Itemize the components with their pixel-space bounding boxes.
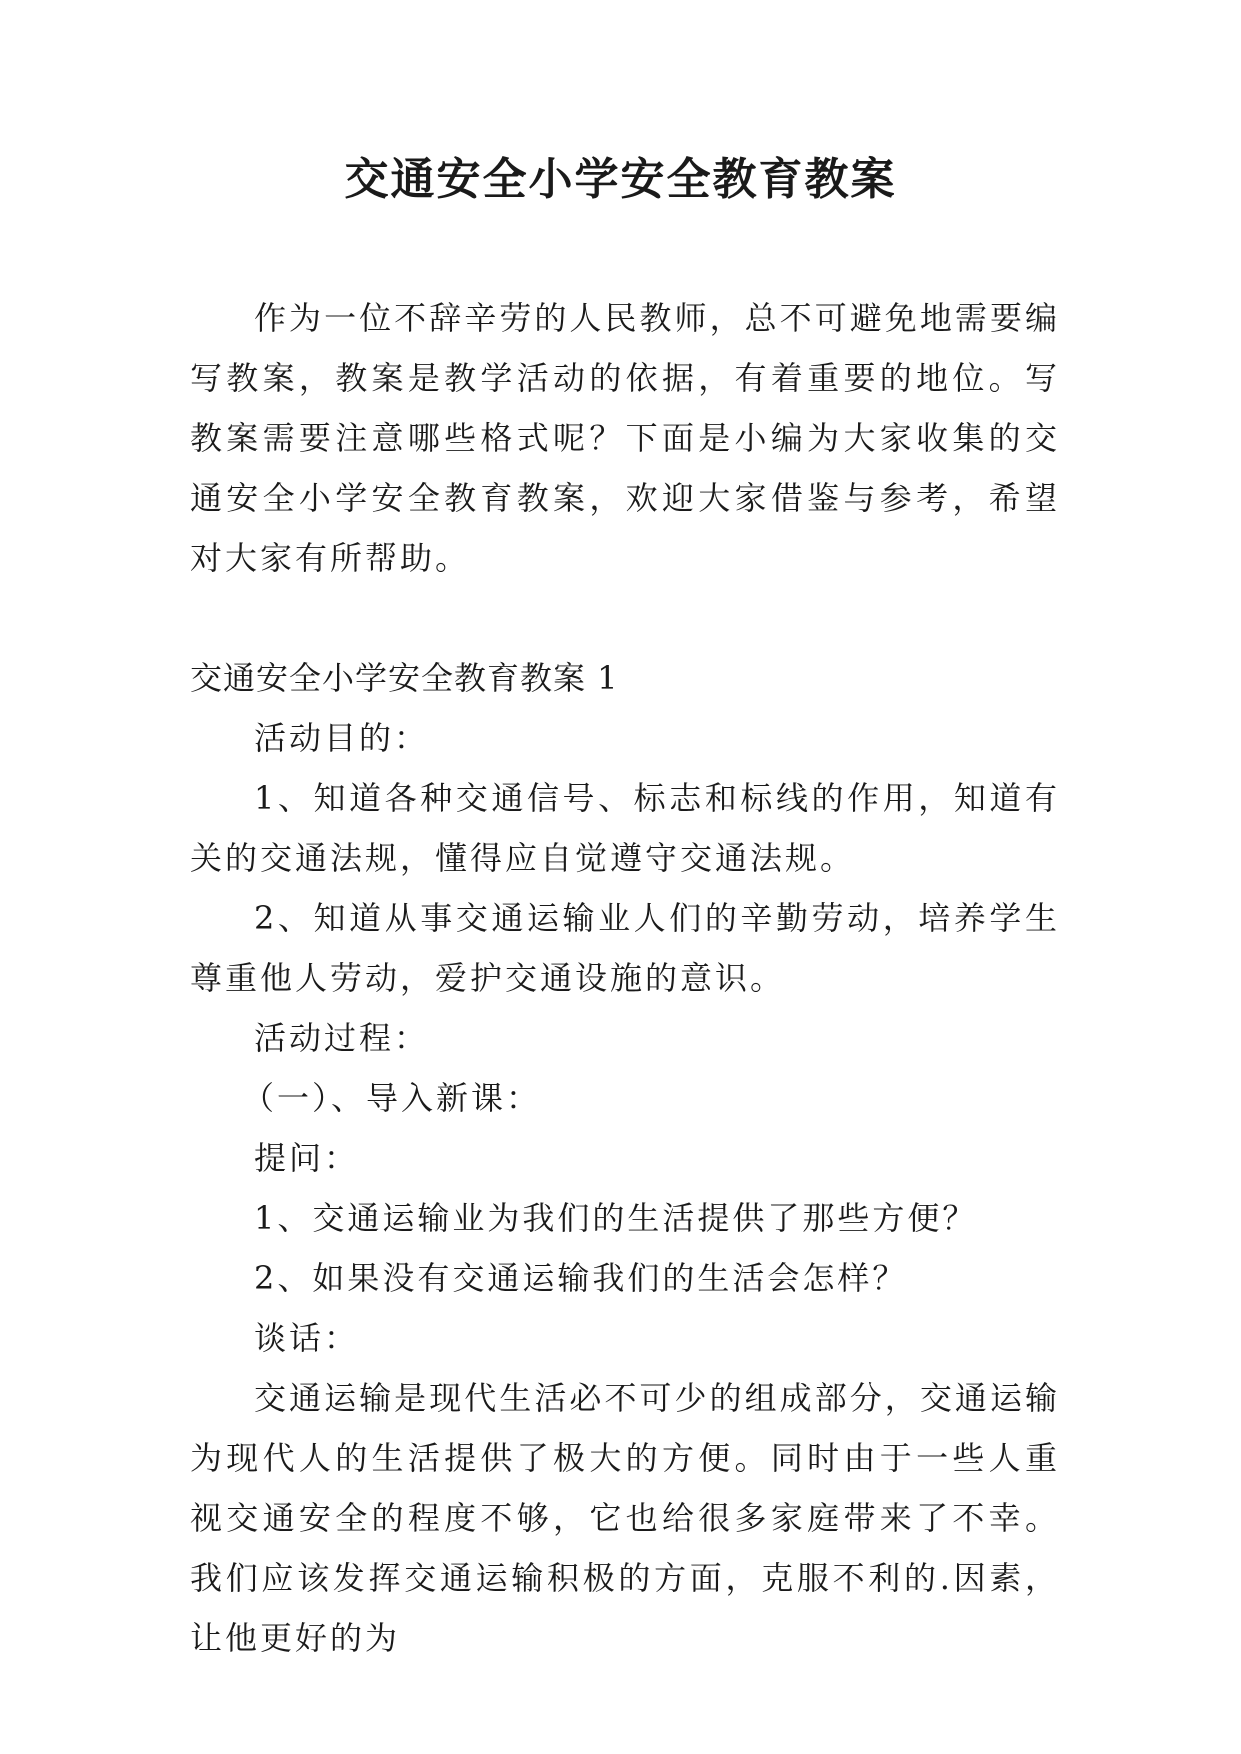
paragraph-activity-process: 活动过程： xyxy=(254,1019,430,1057)
paragraph-talk-label: 谈话： xyxy=(254,1319,360,1357)
paragraph-question-label: 提问： xyxy=(254,1139,360,1177)
paragraph-talk-body: 交通运输是现代生活必不可少的组成部分，交通运输为现代人的生活提供了极大的方便。同时由于一些人重视交通安全的程度不够，它也给很多家庭带来了不幸。我们应该发挥交通运输积极的方面，克服不利的.因素，让他更好的为 xyxy=(190,1379,1060,1657)
paragraph-intro-lesson: （一）、导入新课： xyxy=(242,1079,542,1117)
paragraph-question-1: 1、交通运输业为我们的生活提供了那些方便？ xyxy=(254,1199,978,1237)
paragraph-question-2: 2、如果没有交通运输我们的生活会怎样？ xyxy=(254,1259,908,1297)
intro-paragraph: 作为一位不辞辛劳的人民教师，总不可避免地需要编写教案，教案是教学活动的依据，有着重要的地位。写教案需要注意哪些格式呢？下面是小编为大家收集的交通安全小学安全教育教案，欢迎大家借鉴与参考，希望对大家有所帮助。 xyxy=(190,299,1060,577)
paragraph-activity-goal: 活动目的： xyxy=(254,719,430,757)
document-title: 交通安全小学安全教育教案 xyxy=(344,154,897,205)
document-body xyxy=(190,288,1060,1668)
section-heading: 交通安全小学安全教育教案 1 xyxy=(190,659,619,697)
paragraph-goal-2: 2、知道从事交通运输业人们的辛勤劳动，培养学生尊重他人劳动，爱护交通设施的意识。 xyxy=(190,899,1060,997)
paragraph-goal-1: 1、知道各种交通信号、标志和标线的作用，知道有关的交通法规，懂得应自觉遵守交通法规。 xyxy=(190,779,1060,877)
